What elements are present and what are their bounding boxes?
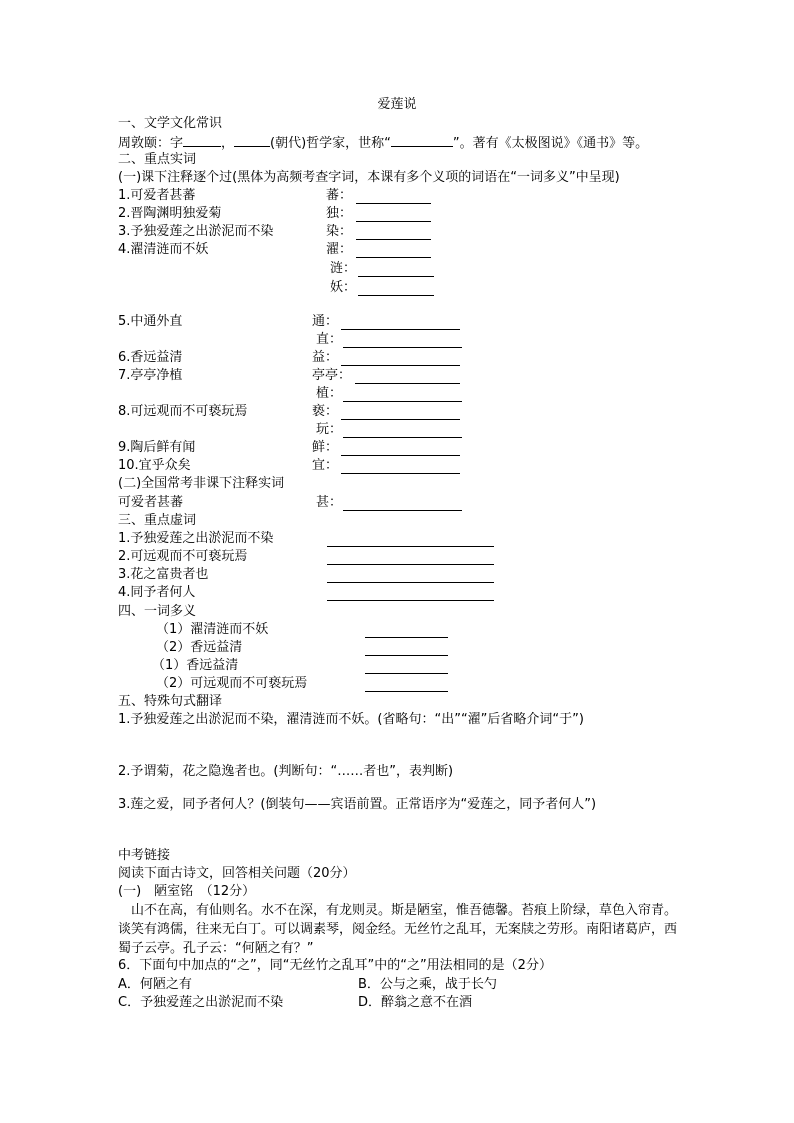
word-label: 亵： [312,404,339,419]
sentence: 6.香远益清 [118,350,183,365]
sentence: 8.可远观而不可亵玩焉 [118,404,248,419]
word-label: 宜： [312,458,339,473]
answer-line[interactable] [343,437,462,438]
word-label: 濯： [326,242,353,257]
sentence: 2.可远观而不可亵玩焉 [118,549,248,564]
sentence: 9.陶后鲜有闻 [118,440,196,455]
answer-line[interactable] [356,221,431,222]
sentence: （1）香远益清 [152,658,239,673]
word-label: 植： [316,386,343,401]
answer-line[interactable] [358,276,434,277]
section-heading-5: 五、特殊句式翻译 [118,694,223,709]
answer-line[interactable] [343,401,462,402]
answer-line[interactable] [327,582,494,583]
word-label: 蕃： [326,188,353,203]
answer-line[interactable] [365,637,448,638]
option-c: C．予独爱莲之出淤泥而不染 [118,995,284,1010]
sentence: 2.晋陶渊明独爱菊 [118,206,222,221]
answer-line[interactable] [343,347,462,348]
answer-line[interactable] [341,455,460,456]
subheading-exam-words: (二)全国常考非课下注释实词 [118,476,285,491]
answer-line[interactable] [343,510,462,511]
author-info-line: 周敦颐：字 ， (朝代)哲学家，世称“ ”。著有《太极图说》《通书》等。 [118,133,648,153]
section-heading-2: 二、重点实词 [118,152,197,167]
answer-line[interactable] [341,473,460,474]
word-label: 涟： [330,261,357,276]
sentence-translation: 3.莲之爱，同予者何人？(倒装句——宾语前置。正常语序为“爱莲之，同予者何人”) [118,797,597,812]
sentence: 4.同予者何人 [118,585,196,600]
answer-line[interactable] [365,655,448,656]
answer-line[interactable] [365,673,448,674]
subheading-notes: (一)课下注释逐个过(黑体为高频考查字词，本课有多个义项的词语在“一词多义”中呈现) [118,170,620,185]
sentence: 10.宜乎众矣 [118,458,191,473]
answer-line[interactable] [356,257,431,258]
sentence: 3.花之富贵者也 [118,567,209,582]
passage-title: (一) 陋室铭 （12分） [118,884,256,899]
sentence: （2）可远观而不可亵玩焉 [156,676,308,691]
section-heading-3: 三、重点虚词 [118,513,197,528]
question-6: 6．下面句中加点的“之”，同“无丝竹之乱耳”中的“之”用法相同的是（2分） [118,958,552,973]
answer-blank[interactable] [234,133,270,147]
answer-line[interactable] [341,419,460,420]
exam-heading: 中考链接 [118,848,171,863]
answer-blank[interactable] [183,133,221,147]
option-a: A．何陋之有 [118,977,192,992]
sentence-translation: 1.予独爱莲之出淤泥而不染，濯清涟而不妖。(省略句：“出”“濯”后省略介词“于”) [118,712,584,727]
passage-text: 山不在高，有仙则名。水不在深，有龙则灵。斯是陋室，惟吾德馨。苔痕上阶绿，草色入帘青。谈笑有鸿儒，往来无白丁。可以调素琴，阅金经。无丝竹之乱耳，无案牍之劳形。南阳诸葛庐，西蜀子云亭。孔子云：“何陋之有？” [118,903,678,956]
word-label: 直： [316,332,343,347]
sentence: 5.中通外直 [118,314,183,329]
answer-line[interactable] [355,383,460,384]
author-text: 周敦颐：字 [118,136,184,151]
sentence: 7.亭亭净植 [118,368,183,383]
word-label: 玩： [316,422,343,437]
sentence-translation: 2.予谓菊，花之隐逸者也。(判断句：“……者也”，表判断) [118,764,454,779]
sentence: 1.可爱者甚蕃 [118,188,196,203]
answer-line[interactable] [365,691,448,692]
word-label: 妖： [330,280,357,295]
section-heading-4: 四、一词多义 [118,604,197,619]
document-title: 爱莲说 [377,97,417,112]
sentence: 1.予独爱莲之出淤泥而不染 [118,531,274,546]
answer-line[interactable] [356,203,431,204]
answer-line[interactable] [341,365,460,366]
sentence: 可爱者甚蕃 [118,495,184,510]
sentence: （2）香远益清 [156,640,243,655]
exam-intro: 阅读下面古诗文，回答相关问题（20分） [118,866,356,881]
word-label: 染： [326,224,353,239]
answer-line[interactable] [358,295,434,296]
answer-line[interactable] [341,329,460,330]
word-label: 独： [326,206,353,221]
section-heading-1: 一、文学文化常识 [118,116,223,131]
sentence: （1）濯清涟而不妖 [156,622,269,637]
answer-line[interactable] [327,546,494,547]
word-label: 鲜： [312,440,339,455]
word-label: 甚： [316,495,343,510]
option-d: D．醉翁之意不在酒 [358,995,473,1010]
sentence: 3.予独爱莲之出淤泥而不染 [118,224,274,239]
answer-line[interactable] [356,239,431,240]
option-b: B．公与之乘，战于长勺 [358,977,497,992]
sentence: 4.濯清涟而不妖 [118,242,209,257]
word-label: 亭亭： [312,368,352,383]
answer-line[interactable] [327,600,494,601]
answer-blank[interactable] [391,133,453,147]
answer-line[interactable] [327,564,494,565]
word-label: 通： [312,314,339,329]
word-label: 益： [312,350,339,365]
